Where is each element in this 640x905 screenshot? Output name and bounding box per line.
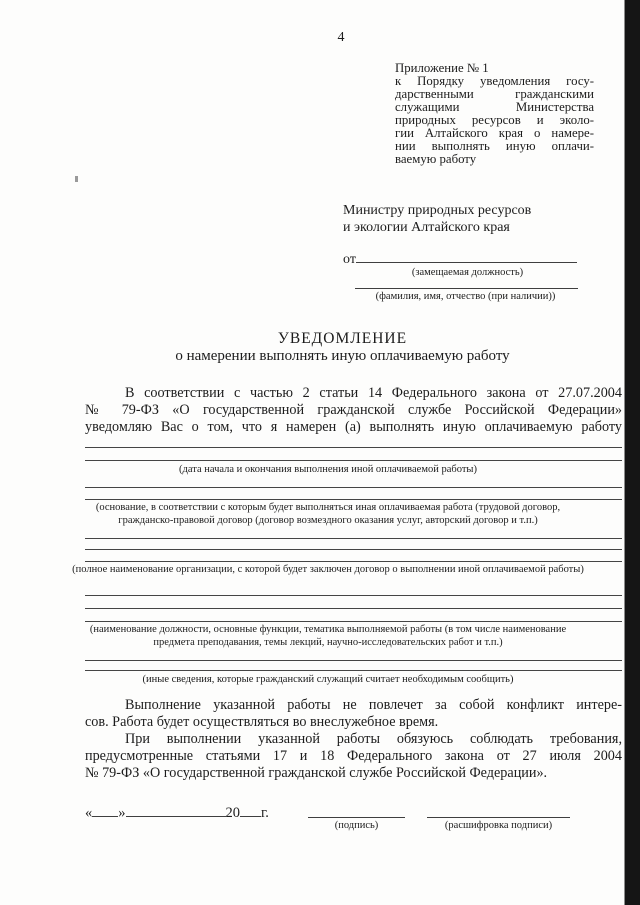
signature-name-caption: (расшифровка подписи) [444,820,553,831]
signature-caption: (подпись) [334,820,379,831]
annex-line: дарственными гражданскими [395,87,594,101]
annex-line: нии выполнять иную оплачи- [395,139,594,153]
fill-in-line [85,447,622,448]
year-suffix: г. [261,805,269,821]
fill-in-line [85,595,622,596]
signature-name-fill-in-line [427,817,570,818]
annex-line: служащими Министерства [395,100,594,114]
day-fill-in-line [92,803,118,817]
closing-line: № 79-ФЗ «О государственной гражданской службе Российской Федерации». [85,765,548,781]
full-name-caption: (фамилия, имя, отчество (при наличии)) [375,291,556,302]
closing-line: предусмотренные статьями 17 и 18 Федерального закона от 27 июля 2004 [85,748,622,764]
fill-in-line [85,487,622,488]
annex-line: к Порядку уведомления госу- [395,74,594,88]
field-caption-basis: (основание, в соответствии с которым будет выполняться иная оплачиваемая работа (трудовой договор, гражданско-правовой договор (договор возмездного оказания услуг, авторский договор и т.п.) [95,502,561,526]
field-caption-other-info: (иные сведения, которые гражданский служащий считает необходимым сообщить) [142,674,514,685]
close-quote: » [118,805,126,821]
date-row [85,803,269,822]
addressee-line: и экологии Алтайского края [343,220,510,235]
year-fill-in-line [240,803,261,817]
addressee-line: Министру природных ресурсов [343,203,532,218]
addressee-block [343,202,578,236]
annex-line: гии Алтайского края о намере- [395,126,594,140]
position-fill-in-line [356,249,577,263]
from-row [343,249,577,268]
name-fill-in-line [355,288,578,289]
intro-paragraph [85,385,622,436]
closing-line: При выполнении указанной работы обязуюсь соблюдать требования, [125,731,622,747]
intro-line: уведомляю Вас о том, что я намерен (а) выполнять иную оплачиваемую работу [85,419,622,435]
fill-in-line [85,608,622,609]
year-prefix: 20 [225,805,240,821]
fill-in-line [85,460,622,461]
field-caption-organization: (полное наименование организации, с которой будет заключен договор о выполнении иной оплачиваемой работы) [72,564,584,575]
position-caption: (замещаемая должность) [411,267,524,278]
fill-in-line [85,660,622,661]
closing-paragraphs [85,697,622,782]
fill-in-line [85,549,622,550]
annex-heading-block [395,62,594,166]
closing-line: Выполнение указанной работы не повлечет за собой конфликт интере- [125,697,622,713]
fill-in-line [85,670,622,671]
annex-line: природных ресурсов и эколо- [395,113,594,127]
fill-in-line [85,538,622,539]
page-number: 4 [337,30,345,45]
annex-line: ваемую работу [395,152,477,166]
month-fill-in-line [126,803,226,817]
scan-black-edge [624,0,640,905]
field-caption-dates: (дата начала и окончания выполнения иной оплачиваемой работы) [179,464,477,475]
signature-fill-in-line [308,817,405,818]
field-caption-position: (наименование должности, основные функции, тематика выполняемой работы (в том числе наименование предмета преподавания, темы лекций, научно-исследовательских работ и т.п.) [89,624,567,648]
intro-line: В соответствии с частью 2 статьи 14 Федерального закона от 27.07.2004 [125,385,622,401]
fill-in-line [85,621,622,622]
fill-in-line [85,561,622,562]
from-label: от [343,252,356,267]
fill-in-line [85,499,622,500]
open-quote: « [85,805,93,821]
document-subtitle: о намерении выполнять иную оплачиваемую работу [175,348,510,364]
scan-artifact [75,176,78,182]
annex-line: Приложение № 1 [395,61,489,75]
intro-line: № 79-ФЗ «О государственной гражданской службе Российской Федерации» [85,402,622,418]
closing-line: сов. Работа будет осуществляться во внеслужебное время. [85,714,439,730]
document-title: УВЕДОМЛЕНИЕ [277,330,408,347]
